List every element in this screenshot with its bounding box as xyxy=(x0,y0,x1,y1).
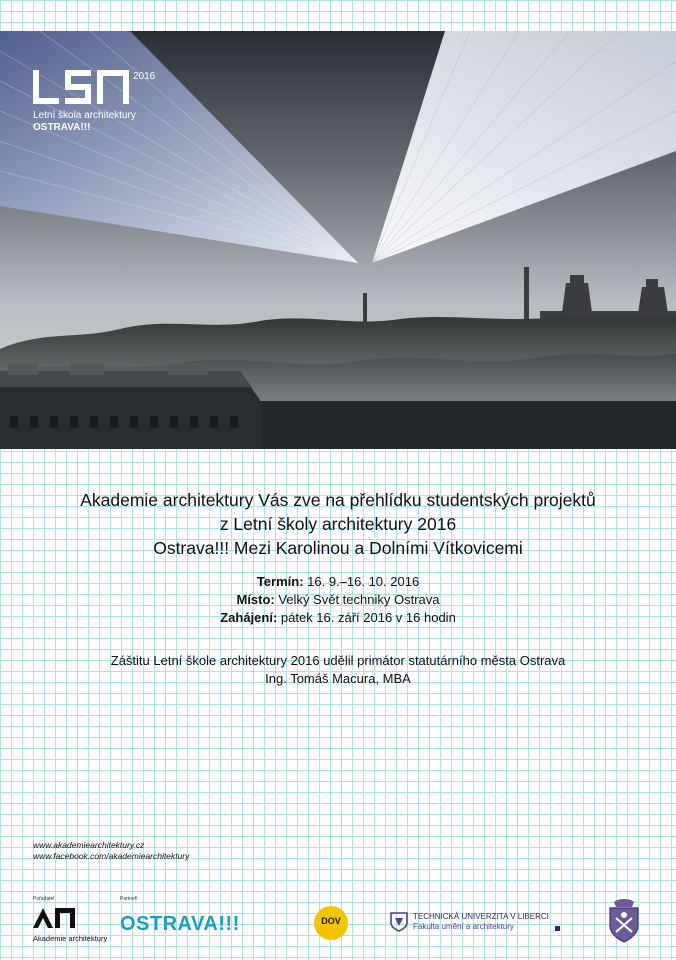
organizer-caption: Pořadatel xyxy=(33,896,55,902)
term-label: Termín: xyxy=(256,574,304,589)
patronage-line-2: Ing. Tomáš Macura, MBA xyxy=(265,671,411,686)
invitation-line-2: z Letní školy architektury 2016 xyxy=(219,514,457,534)
place-value: Velký Svět techniky Ostrava xyxy=(274,592,440,607)
patronage-text xyxy=(0,652,676,688)
opening-value: pátek 16. září 2016 v 16 hodin xyxy=(277,610,456,625)
invitation-line-1: Akademie architektury Vás zve na přehlídku studentských projektů xyxy=(80,490,596,510)
links xyxy=(33,840,189,862)
akademie-logo-icon xyxy=(33,908,75,928)
tul-name: TECHNICKÁ UNIVERZITA V LIBERCI xyxy=(413,912,549,921)
facebook-link[interactable]: www.facebook.com/akademiearchitektury xyxy=(33,851,190,861)
website-link[interactable]: www.akademiearchitektury.cz xyxy=(33,840,145,850)
hero-image xyxy=(0,31,676,449)
tul-shield-icon xyxy=(390,912,408,932)
term-value: 16. 9.–16. 10. 2016 xyxy=(303,574,420,589)
logo-city: OSTRAVA!!! xyxy=(33,122,91,133)
place-label: Místo: xyxy=(236,592,275,607)
opening-label: Zahájení: xyxy=(220,610,278,625)
invitation-line-3: Ostrava!!! Mezi Karolinou a Dolními Vítkovicemi xyxy=(153,538,523,558)
event-details xyxy=(0,573,676,627)
tul-faculty: Fakulta umění a architektury xyxy=(413,922,514,931)
akademie-name: Akademie architektury xyxy=(33,934,108,943)
opening-row xyxy=(0,609,676,627)
place-row xyxy=(0,591,676,609)
tul-logo xyxy=(390,912,560,932)
lsa-logo-mark xyxy=(33,70,129,104)
akademie-logo xyxy=(33,908,107,944)
logo-year: 2016 xyxy=(133,71,156,82)
dov-logo: DOV xyxy=(314,906,348,940)
logo-subtitle: Letní škola architektury xyxy=(33,110,136,121)
city-crest-icon xyxy=(604,898,644,944)
tul-square-icon xyxy=(555,926,560,931)
partner-caption: Partneři xyxy=(120,896,138,902)
invitation-text xyxy=(0,488,676,560)
patronage-line-1: Záštitu Letní škole architektury 2016 udělil primátor statutárního města Ostrava xyxy=(110,653,566,668)
term-row xyxy=(0,573,676,591)
lsa-logo xyxy=(33,70,155,134)
ostrava-logo: OSTRAVA!!! xyxy=(120,913,240,935)
